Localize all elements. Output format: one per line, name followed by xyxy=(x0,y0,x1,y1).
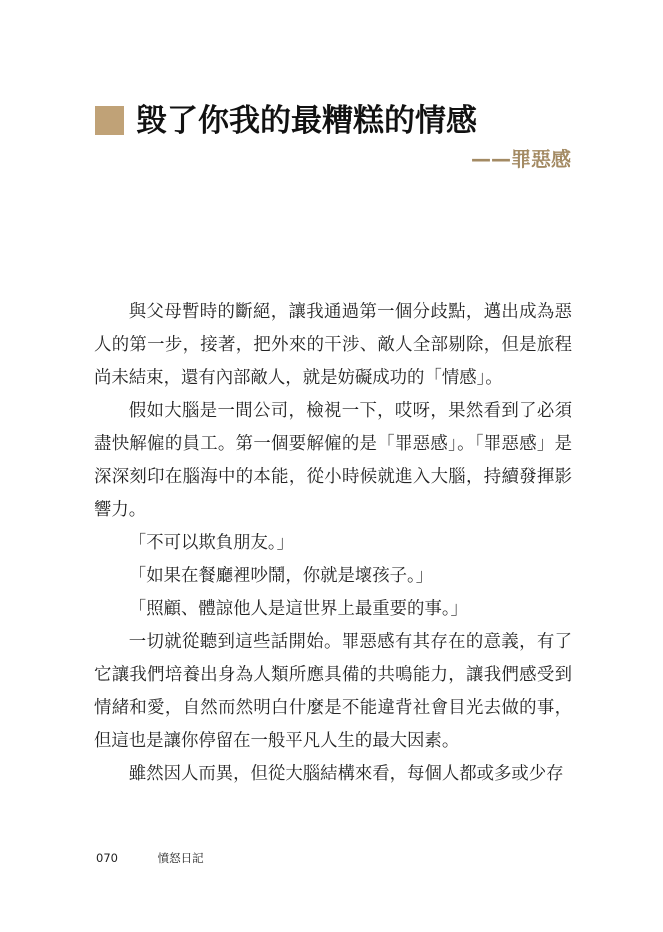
quote-line: 「如果在餐廳裡吵鬧，你就是壞孩子。」 xyxy=(128,566,434,586)
page-title: 毀了你我的最糟糕的情感 xyxy=(136,103,477,139)
chapter-heading xyxy=(95,103,575,143)
paragraph: 假如大腦是一間公司，檢視一下，哎呀，果然看到了必須盡快解僱的員工。第一個要解僱的是「罪惡感」。「罪惡感」是深深刻印在腦海中的本能，從小時候就進入大腦，持續發揮影響力。 xyxy=(94,401,572,520)
quote-line: 「不可以欺負朋友。」 xyxy=(128,533,295,553)
page-footer xyxy=(96,850,204,866)
paragraph: 雖然因人而異，但從大腦結構來看，每個人都或多或少存 xyxy=(128,764,564,784)
paragraph: 與父母暫時的斷絕，讓我通過第一個分歧點，邁出成為惡人的第一步，接著，把外來的干涉、敵人全部剔除，但是旅程尚未結束，還有內部敵人，就是妨礙成功的「情感」。 xyxy=(94,302,572,388)
quote-line: 「照顧、體諒他人是這世界上最重要的事。」 xyxy=(128,599,468,619)
paragraph: 一切就從聽到這些話開始。罪惡感有其存在的意義，有了它讓我們培養出身為人類所應具備的共鳴能力，讓我們感受到情緒和愛，自然而然明白什麼是不能違背社會目光去做的事，但這也是讓你停留在一般平凡人生的最大因素。 xyxy=(94,632,572,751)
page-subtitle: ——罪惡感 xyxy=(471,147,571,171)
running-book-title: 憤怒日記 xyxy=(157,851,204,865)
page-number: 070 xyxy=(96,851,118,865)
heading-accent-square xyxy=(95,106,124,135)
body-text xyxy=(94,296,572,791)
